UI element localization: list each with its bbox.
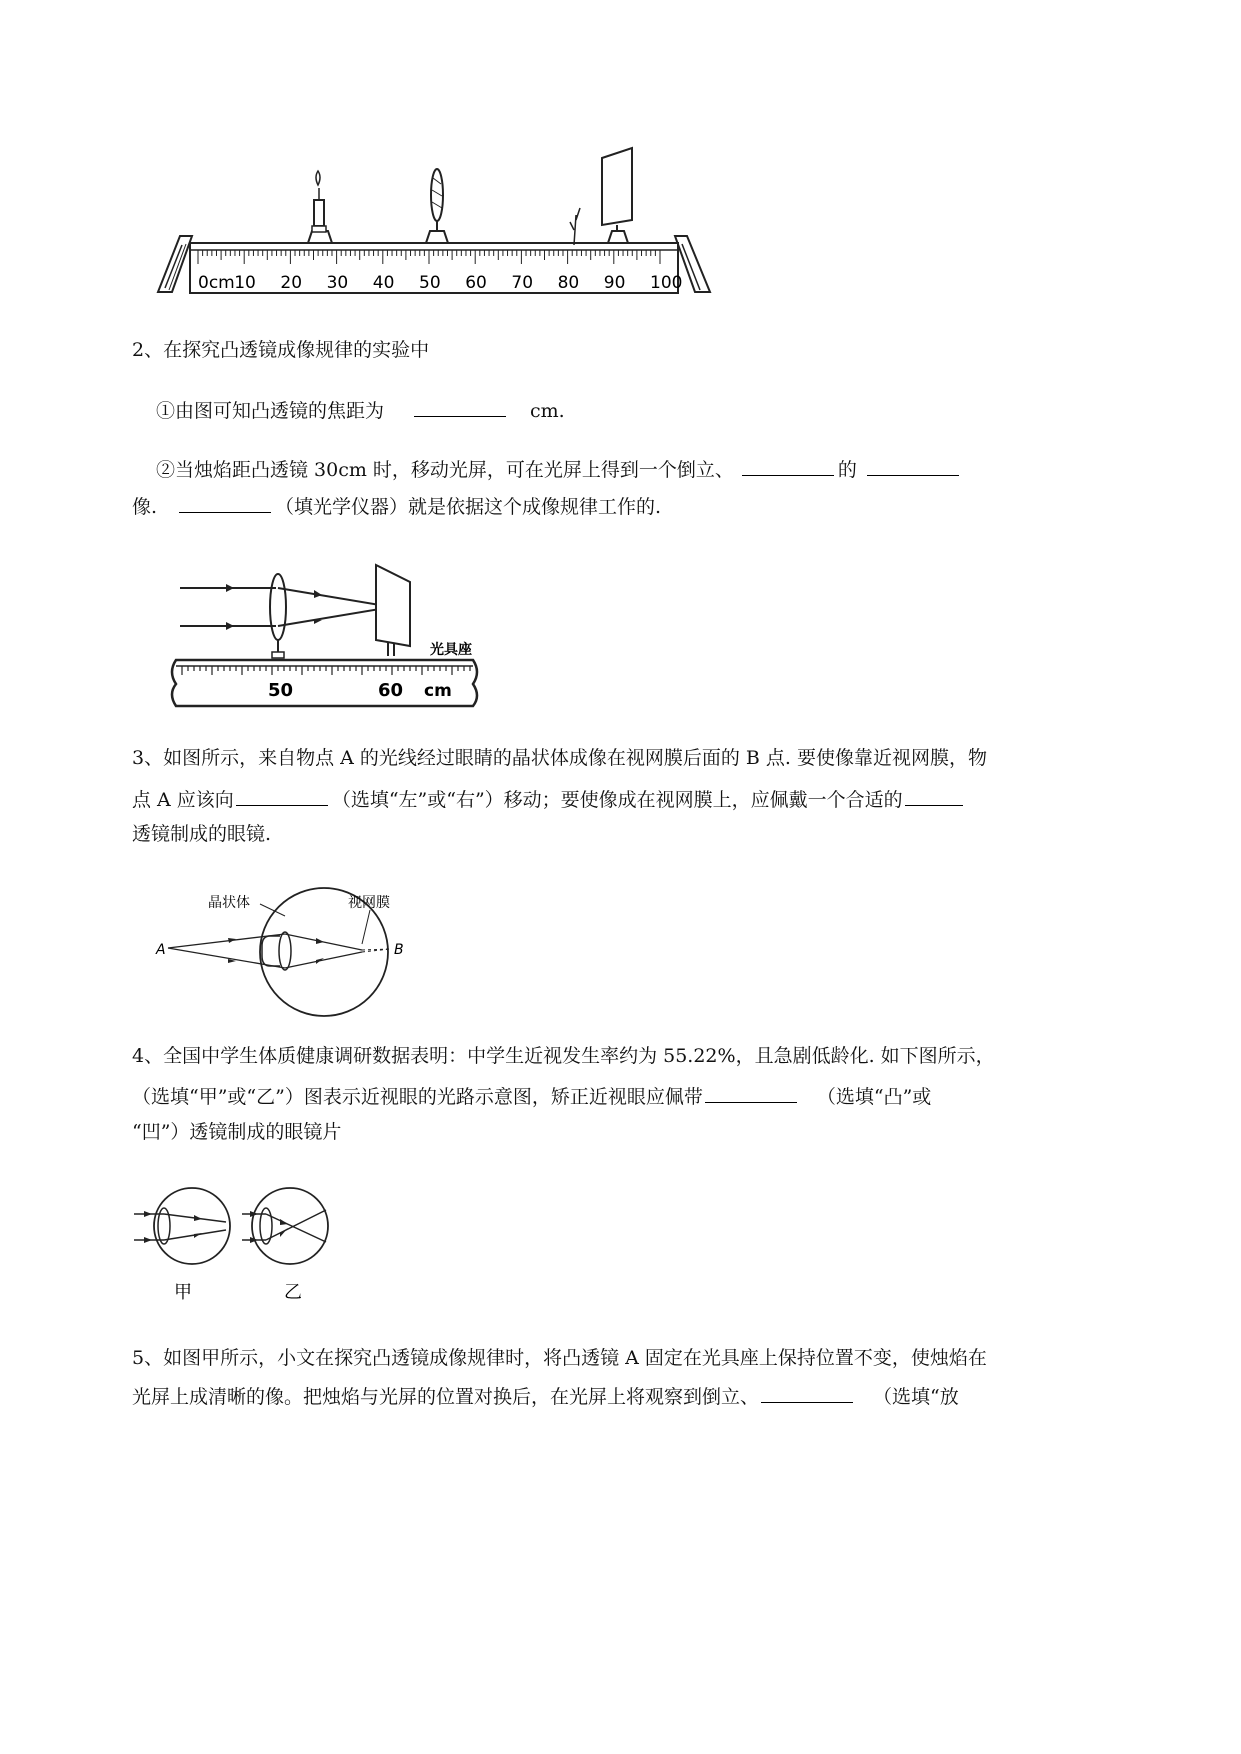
focal-length-figure	[168, 560, 488, 708]
q4-line3: “凹”）透镜制成的眼镜片	[132, 1121, 342, 1143]
answer-blank-size[interactable]	[761, 1382, 853, 1403]
answer-blank-image-size[interactable]	[742, 455, 834, 476]
eye-jia	[134, 1188, 230, 1264]
ruler-label: 20	[280, 273, 303, 293]
answer-blank-direction[interactable]	[236, 785, 328, 806]
optical-bench-figure	[150, 140, 720, 305]
ruler-label: 0cm	[198, 273, 235, 293]
q2-part1-text: ①由图可知凸透镜的焦距为	[156, 400, 385, 422]
label-jia: 甲	[174, 1282, 192, 1303]
ruler-label: 90	[603, 273, 626, 293]
q3-line2-text: 点 A 应该向	[132, 789, 234, 811]
eye-yi	[242, 1188, 328, 1264]
point-b-label: B	[394, 942, 404, 958]
q5-line2-text: 光屏上成清晰的像。把烛焰与光屏的位置对换后，在光屏上将观察到倒立、	[132, 1386, 760, 1408]
ruler-label: 30	[326, 273, 349, 293]
q2-part2-text: ②当烛焰距凸透镜 30cm 时，移动光屏，可在光屏上得到一个倒立、	[156, 459, 734, 481]
answer-blank-image-type[interactable]	[867, 455, 959, 476]
unit-cm-label: cm	[424, 681, 452, 701]
ruler-label: 40	[372, 273, 395, 293]
ruler-label: 50	[419, 273, 441, 293]
q2-part1	[156, 396, 565, 423]
ruler-label: 60	[465, 273, 487, 293]
q2-stem: 2、在探究凸透镜成像规律的实验中	[132, 339, 430, 361]
q2-part3	[132, 492, 661, 519]
q3-line2-tail: （选填“左”或“右”）移动；要使像成在视网膜上，应佩戴一个合适的	[331, 789, 903, 811]
q2-part3-text: 像.	[132, 496, 158, 518]
q3-line3: 透镜制成的眼镜.	[132, 823, 272, 845]
ruler-label: 70	[511, 273, 534, 293]
lens-label: 晶状体	[208, 895, 250, 911]
ruler-label: 10	[234, 273, 256, 293]
screen-icon	[602, 148, 632, 243]
q4-line2	[132, 1082, 931, 1109]
answer-blank-instrument[interactable]	[179, 492, 271, 513]
q2-unit: cm.	[530, 400, 565, 422]
q5-line2-tail: （选填“放	[873, 1386, 959, 1408]
q2-part3-tail: （填光学仪器）就是依据这个成像规律工作的.	[275, 496, 662, 518]
q5-line2	[132, 1382, 959, 1409]
ruler-label: 100	[650, 273, 683, 293]
q4-line2-text: （选填“甲”或“乙”）图表示近视眼的光路示意图，矫正近视眼应佩带	[132, 1086, 703, 1108]
q2-part2-de: 的	[837, 459, 857, 481]
answer-blank-correction-lens[interactable]	[705, 1082, 797, 1103]
lens-icon	[426, 169, 448, 243]
answer-blank-focal-length[interactable]	[414, 396, 506, 417]
bench-label: 光具座	[430, 642, 472, 658]
q2-part2	[156, 455, 963, 482]
q4-line2-tail: （选填“凸”或	[816, 1086, 932, 1108]
candle-icon	[308, 171, 332, 243]
point-a-label: A	[156, 942, 166, 958]
eye-diagram-figure	[150, 886, 420, 1036]
answer-blank-lens-type[interactable]	[905, 785, 963, 806]
q3-line2	[132, 785, 967, 812]
label-yi: 乙	[284, 1282, 302, 1303]
retina-label: 视网膜	[348, 895, 390, 911]
q3-line1: 3、如图所示，来自物点 A 的光线经过眼睛的晶状体成像在视网膜后面的 B 点. 要使像靠近视网膜，物	[132, 747, 988, 769]
two-eyes-figure	[130, 1180, 340, 1306]
mark-60-label: 60	[378, 680, 404, 701]
q5-line1: 5、如图甲所示，小文在探究凸透镜成像规律时，将凸透镜 A 固定在光具座上保持位置不变，使烛焰在	[132, 1347, 987, 1369]
ruler-label: 80	[557, 273, 580, 293]
q4-line1: 4、全国中学生体质健康调研数据表明：中学生近视发生率约为 55.22%，且急剧低龄化. 如下图所示，	[132, 1045, 995, 1067]
mark-50-label: 50	[268, 680, 294, 701]
